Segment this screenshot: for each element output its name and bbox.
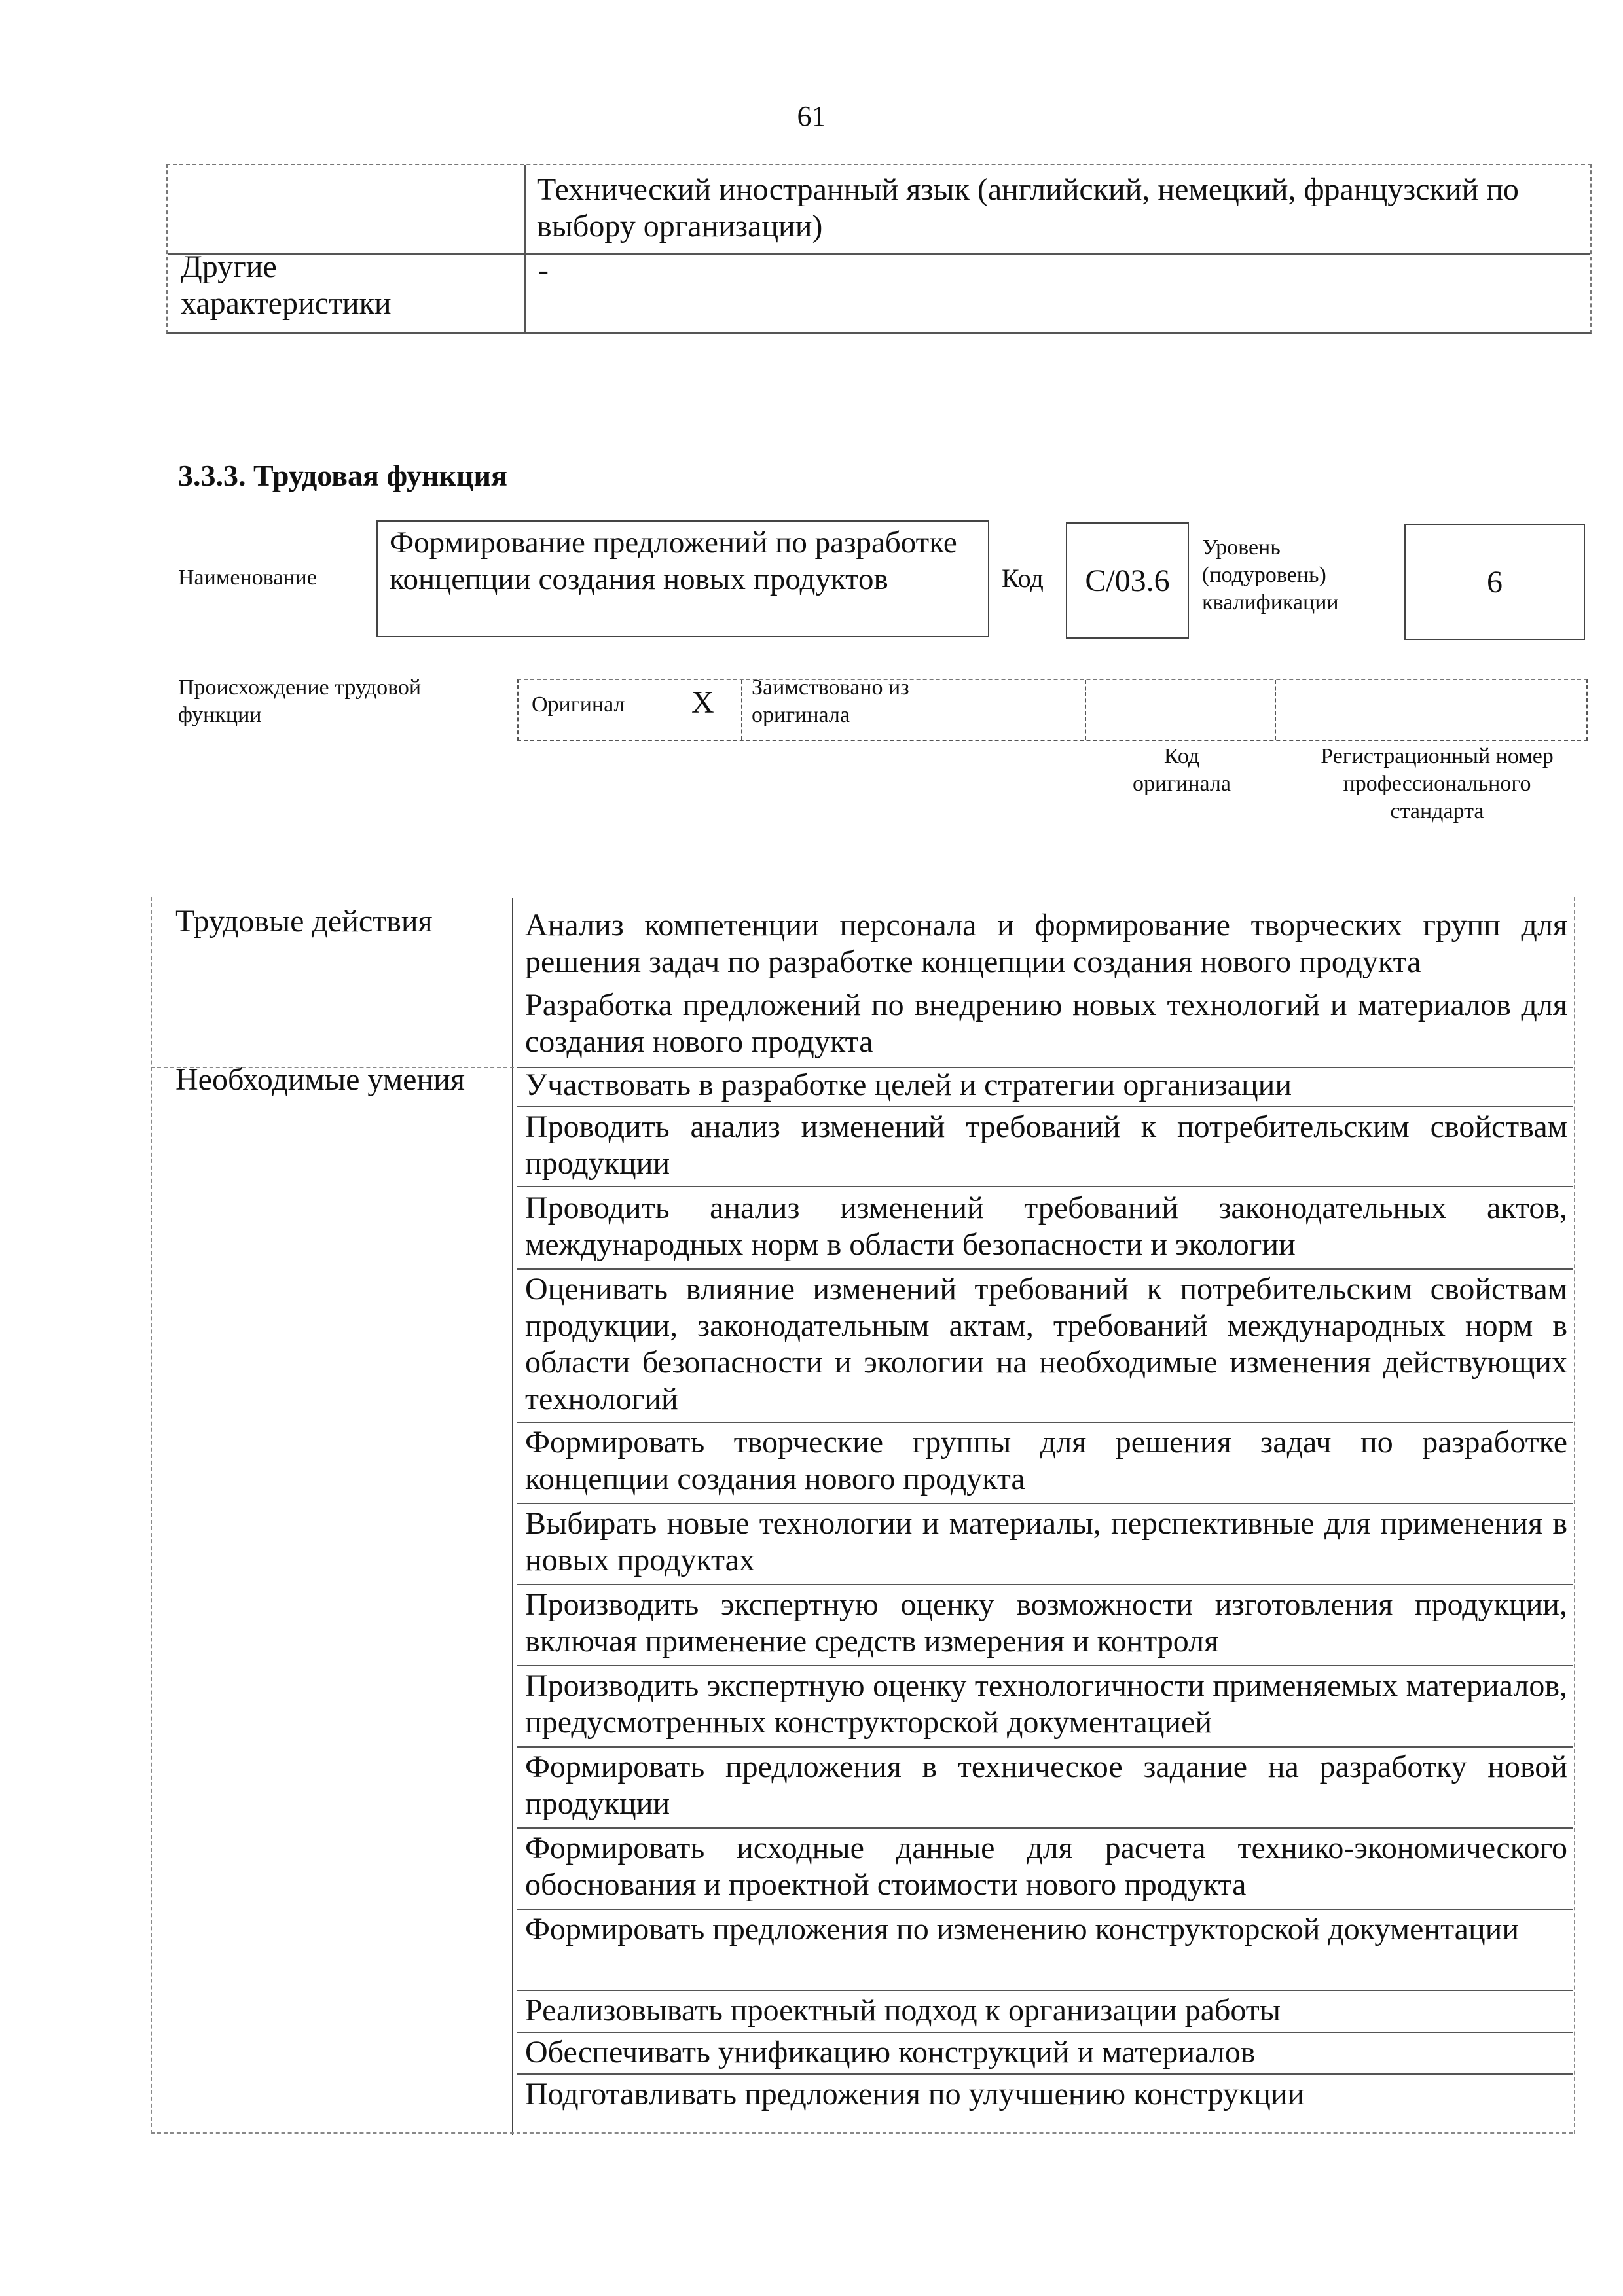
- labor-action-item: Разработка предложений по внедрению новых технологий и материалов для создания нового продукта: [525, 988, 1567, 1059]
- skill-item: Оценивать влияние изменений требований к потребительским свойствам продукции, законодательным актам, требований международных норм в области безопасности и экологии на необходимые изменения действующих технологий: [525, 1272, 1567, 1416]
- table-divider: [524, 165, 526, 332]
- table-bottom-border: [151, 2132, 1573, 2134]
- row-divider: [517, 1584, 1573, 1585]
- origin-divider: [1085, 680, 1086, 740]
- borrowed-label: Заимствовано из оригинала: [752, 675, 909, 727]
- other-characteristics-label: Другие характеристики: [181, 249, 392, 321]
- origin-divider: [1275, 680, 1276, 740]
- row-divider: [517, 1665, 1573, 1666]
- row-divider: [517, 2073, 1573, 2075]
- skill-item: Производить экспертную оценку возможности изготовления продукции, включая применение средств измерения и контроля: [525, 1587, 1567, 1659]
- function-name-value: Формирование предложений по разработке концепции создания новых продуктов: [390, 526, 957, 596]
- row-divider: [517, 1422, 1573, 1423]
- row-divider: [517, 1746, 1573, 1748]
- row-divider: [517, 1268, 1573, 1270]
- qualification-level-value: 6: [1487, 564, 1503, 600]
- original-code-caption: Код оригинала: [1133, 744, 1231, 796]
- origin-label: Происхождение трудовой функции: [178, 675, 422, 727]
- row-divider: [517, 1186, 1573, 1187]
- skills-label: Необходимые умения: [175, 1062, 465, 1097]
- row-divider: [517, 1827, 1573, 1829]
- original-mark: X: [691, 685, 714, 720]
- row-divider: [517, 2032, 1573, 2033]
- original-label: Оригинал: [532, 692, 625, 717]
- code-label: Код: [1002, 564, 1044, 593]
- qualification-level-box: [1404, 524, 1585, 640]
- table-column-divider: [512, 898, 513, 2135]
- origin-divider: [741, 680, 742, 740]
- other-characteristics-value: -: [538, 253, 549, 287]
- origin-table: [517, 679, 1588, 741]
- skill-item: Подготавливать предложения по улучшению конструкции: [525, 2077, 1305, 2111]
- code-box: [1066, 522, 1189, 639]
- section-title: 3.3.3. Трудовая функция: [178, 459, 507, 492]
- row-divider: [517, 1990, 1573, 1991]
- page-number: 61: [797, 100, 826, 132]
- skill-item: Проводить анализ изменений требований к потребительским свойствам продукции: [525, 1109, 1567, 1181]
- row-divider: [517, 1106, 1573, 1107]
- skill-item: Формировать предложения в техническое задание на разработку новой продукции: [525, 1749, 1567, 1821]
- registration-number-caption: Регистрационный номер профессионального стандарта: [1321, 744, 1554, 823]
- function-name-box: [376, 520, 989, 637]
- skill-item: Производить экспертную оценку технологичности применяемых материалов, предусмотренных конструкторской документацией: [525, 1668, 1567, 1740]
- row-divider: [517, 1503, 1573, 1504]
- skill-item: Формировать исходные данные для расчета технико-экономического обоснования и проектной стоимости нового продукта: [525, 1831, 1567, 1902]
- skill-item: Проводить анализ изменений требований законодательных актов, международных норм в области безопасности и экологии: [525, 1191, 1567, 1262]
- name-label: Наименование: [178, 565, 317, 590]
- code-value: C/03.6: [1085, 563, 1170, 598]
- skill-item: Формировать предложения по изменению конструкторской документации: [525, 1912, 1520, 1946]
- skill-item: Выбирать новые технологии и материалы, перспективные для применения в новых продуктах: [525, 1506, 1567, 1577]
- foreign-language-text: Технический иностранный язык (английский, немецкий, французский по выбору организации): [537, 172, 1519, 243]
- row-divider: [517, 1909, 1573, 1910]
- labor-actions-label: Трудовые действия: [175, 904, 433, 939]
- skill-item: Формировать творческие группы для решения задач по разработке концепции создания нового продукта: [525, 1425, 1567, 1496]
- skill-item: Участвовать в разработке целей и стратегии организации: [525, 1067, 1292, 1102]
- skill-item: Реализовывать проектный подход к организации работы: [525, 1993, 1281, 2028]
- skill-item: Обеспечивать унификацию конструкций и материалов: [525, 2035, 1256, 2070]
- qualification-level-label: Уровень (подуровень) квалификации: [1202, 535, 1339, 615]
- labor-action-item: Анализ компетенции персонала и формирование творческих групп для решения задач по разработке концепции создания нового продукта: [525, 908, 1567, 979]
